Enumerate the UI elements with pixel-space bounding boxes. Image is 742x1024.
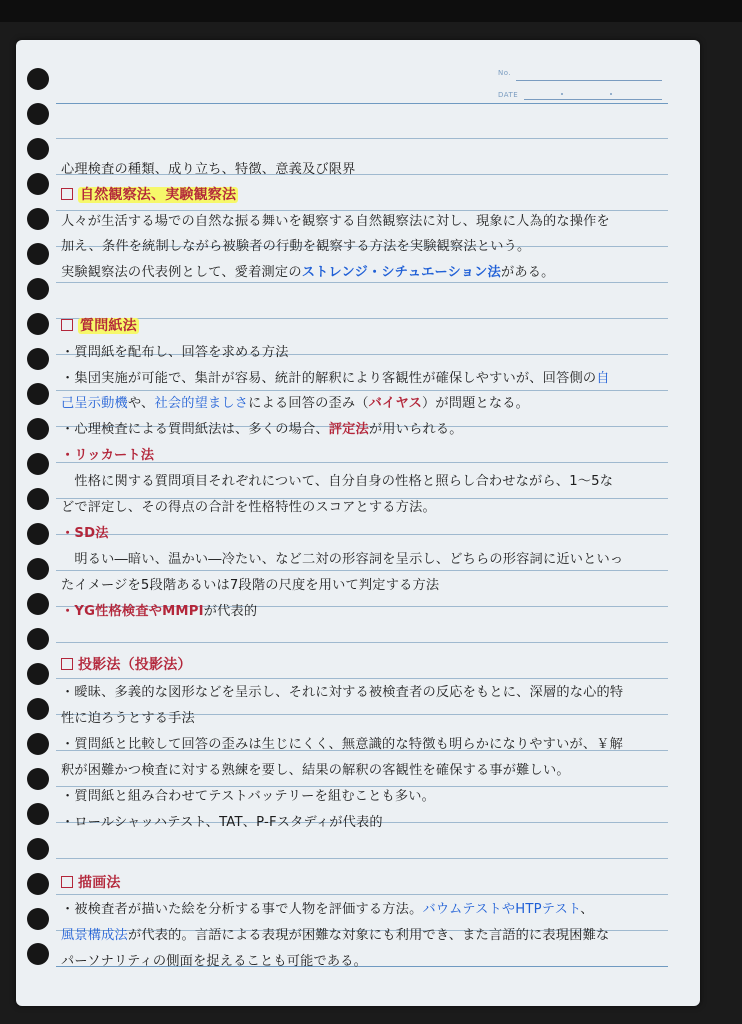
punch-hole [27,768,49,790]
checkbox-mark [61,188,73,200]
text-span: 実験観察法の代表例として、愛着測定の [61,265,302,280]
keyword-blue: 社会的望ましさ [154,396,249,411]
subheading-sd: ・SD法 [61,526,109,541]
section-heading-observation [61,184,238,204]
date-dot [561,93,563,95]
text-span: がある。 [500,265,555,280]
text-span: による回答の歪み（ [248,396,369,411]
text-line: ・質問紙を配布し、回答を求める方法 [61,345,289,360]
ruled-line [56,678,668,679]
top-dark-band [0,0,742,22]
text-line: ・質問紙と比較して回答の歪みは生じにくく、無意識的な特徴も明らかになりやすいが、￥解 [61,737,624,752]
text-span: が代表的 [203,604,258,619]
text-line: 明るい―暗い、温かい―冷たい、など二対の形容詞を呈示し、どちらの形容詞に近いといっ [61,552,624,567]
page-title: 心理検査の種類、成り立ち、特徴、意義及び限界 [61,162,356,177]
ruled-line [56,570,668,571]
heading-text: 描画法 [78,875,121,891]
text-span: ・心理検査による質問紙法は、多くの場合、 [61,422,329,437]
text-line: 性に迫ろうとする手法 [61,711,195,726]
date-label: DATE [498,91,519,99]
subheading-likert: ・リッカート法 [61,448,155,463]
punch-hole [27,628,49,650]
punch-hole [27,138,49,160]
keyword-red: 評定法 [328,422,369,437]
punch-hole [27,348,49,370]
text-span: ・集団実施が可能で、集計が容易、統計的解釈により客観性が確保しやすいが、回答側の [61,371,597,386]
ruled-line [56,534,668,535]
punch-hole [27,593,49,615]
date-dot [610,93,612,95]
punch-hole [27,838,49,860]
text-line [61,418,463,437]
keyword-blue: ストレンジ・シチュエーション法 [301,265,501,280]
text-line: 性格に関する質問項目それぞれについて、自分自身の性格と照らし合わせながら、1～5な [61,474,614,489]
text-line: ・曖昧、多義的な図形などを呈示し、それに対する被検査者の反応をもとに、深層的な心的特 [61,685,624,700]
punch-hole [27,803,49,825]
text-line [61,898,594,917]
text-span: が代表的。言語による表現が困難な対象にも利用でき、また言語的に表現困難な [127,928,610,943]
text-line [61,600,257,619]
punch-hole [27,873,49,895]
text-line: パーソナリティの側面を捉えることも可能である。 [61,954,368,969]
keyword-blue: バウムテストやHTPテスト [422,902,581,917]
keyword-red: ・YG性格検査やMMPI [61,604,204,619]
header-rule [56,103,668,104]
punch-hole [27,698,49,720]
section-heading-projective [61,654,192,674]
ruled-line [56,138,668,139]
no-underline [516,80,662,81]
keyword-blue: 風景構成法 [61,928,128,943]
heading-text: 自然観察法、実験観察法 [80,187,237,203]
punch-hole [27,453,49,475]
text-line: 人々が生活する場での自然な振る舞いを観察する自然観察法に対し、現象に人為的な操作を [61,214,610,229]
text-line [61,392,529,411]
checkbox-mark [61,658,73,670]
ruled-line [56,318,668,319]
text-span: が用いられる。 [368,422,463,437]
notebook-page [16,40,700,1006]
date-underline [524,99,662,100]
ruled-line [56,282,668,283]
punch-hole [27,558,49,580]
text-line [61,261,555,280]
punch-hole [27,208,49,230]
text-span: 、 [580,902,594,917]
punch-hole [27,103,49,125]
text-span: ）が問題となる。 [421,396,530,411]
punch-hole [27,243,49,265]
ruled-line [56,642,668,643]
text-line: どで評定し、その得点の合計を性格特性のスコアとする方法。 [61,500,436,515]
ruled-line [56,390,668,391]
punch-hole [27,278,49,300]
punch-hole [27,523,49,545]
checkbox-mark [61,319,73,331]
no-label: No. [498,69,512,77]
punch-hole [27,68,49,90]
keyword-blue: 己呈示動機 [61,396,128,411]
punch-hole [27,418,49,440]
punch-hole [27,313,49,335]
text-line: 加え、条件を統制しながら被験者の行動を観察する方法を実験観察法という。 [61,239,531,254]
keyword-blue: 自 [596,371,610,386]
keyword-red: バイヤス [368,396,422,411]
text-line: ・質問紙と組み合わせてテストバッテリーを組むことも多い。 [61,789,436,804]
punch-hole [27,383,49,405]
ruled-line [56,858,668,859]
text-line [61,924,609,943]
text-span: ・被検査者が描いた絵を分析する事で人物を評価する方法。 [61,902,423,917]
heading-text: 質問紙法 [80,318,137,334]
heading-text: 投影法（投影法） [78,657,192,673]
text-line: ・ロールシャッハテスト、TAT、P-Fスタディが代表的 [61,815,383,830]
checkbox-mark [61,876,73,888]
punch-hole [27,733,49,755]
text-line [61,367,610,386]
punch-hole [27,943,49,965]
section-heading-questionnaire [61,315,139,335]
ruled-line [56,894,668,895]
text-span: や、 [127,396,155,411]
punch-hole [27,663,49,685]
text-line: たイメージを5段階あるいは7段階の尺度を用いて判定する方法 [61,578,440,593]
text-line: 釈が困難かつ検査に対する熟練を要し、結果の解釈の客観性を確保する事が難しい。 [61,763,570,778]
punch-hole [27,908,49,930]
section-heading-drawing [61,872,121,892]
punch-hole [27,488,49,510]
punch-hole [27,173,49,195]
